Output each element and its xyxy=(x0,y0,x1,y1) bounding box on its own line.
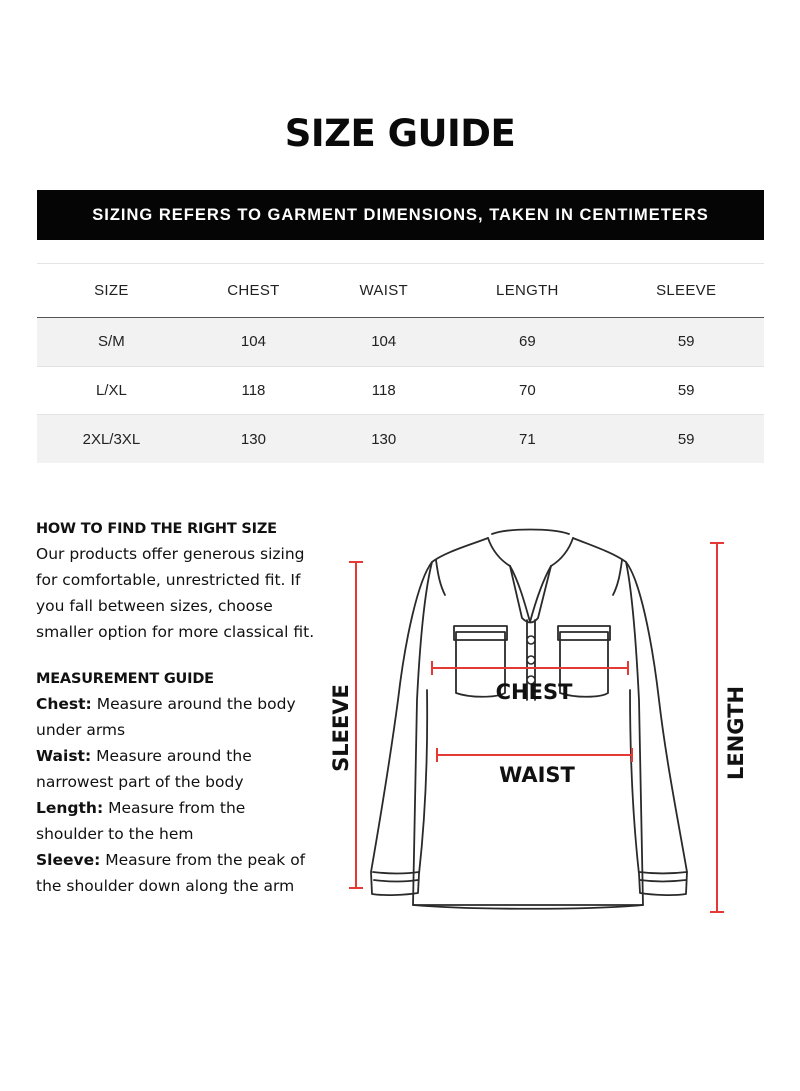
header-sleeve: SLEEVE xyxy=(656,282,717,299)
cell-waist: 118 xyxy=(371,381,396,399)
units-banner: SIZING REFERS TO GARMENT DIMENSIONS, TAKEN IN CENTIMETERS xyxy=(37,190,764,240)
info-column xyxy=(36,517,316,899)
header-length: LENGTH xyxy=(496,282,559,299)
cell-length: 69 xyxy=(519,333,536,351)
header-chest: CHEST xyxy=(227,282,280,299)
cell-size: 2XL/3XL xyxy=(82,430,141,448)
table-row xyxy=(37,318,764,367)
cell-waist: 130 xyxy=(371,430,397,448)
cell-length: 70 xyxy=(519,381,536,399)
size-table xyxy=(37,263,764,463)
cell-chest: 118 xyxy=(241,381,266,399)
guide-item-sleeve xyxy=(36,847,316,899)
cell-size: S/M xyxy=(98,333,125,351)
shirt-button xyxy=(527,636,535,644)
guide-term: Waist: xyxy=(36,747,92,765)
guide-term: Length: xyxy=(36,799,104,817)
waist-label: WAIST xyxy=(499,763,575,787)
table-row xyxy=(37,366,764,415)
cell-size: L/XL xyxy=(95,381,127,399)
guide-item-chest xyxy=(36,691,316,743)
guide-term: Chest: xyxy=(36,695,92,713)
cell-sleeve: 59 xyxy=(677,430,695,448)
guide-desc: Measure from the peak of the shoulder down along the arm xyxy=(36,851,306,895)
fit-text: Our products offer generous sizing for comfortable, unrestricted fit. If you fall between sizes, choose smaller option for more classical fit. xyxy=(36,545,315,641)
table-header-row xyxy=(37,264,764,318)
length-label: LENGTH xyxy=(724,685,748,781)
sleeve-label: SLEEVE xyxy=(329,684,353,772)
guide-item-length xyxy=(36,795,316,847)
cell-waist: 104 xyxy=(371,333,397,351)
cell-length: 71 xyxy=(519,430,536,448)
cell-chest: 130 xyxy=(240,430,266,448)
shirt-illustration xyxy=(371,530,687,909)
table-row xyxy=(37,415,764,464)
cell-sleeve: 59 xyxy=(677,333,695,351)
guide-desc: Measure around the narrowest part of the body xyxy=(36,747,252,791)
page-title: SIZE GUIDE xyxy=(284,112,516,155)
fit-heading: HOW TO FIND THE RIGHT SIZE xyxy=(36,521,277,537)
shirt-diagram xyxy=(320,510,760,950)
guide-heading: MEASUREMENT GUIDE xyxy=(36,671,214,687)
header-size: SIZE xyxy=(94,282,129,299)
cell-chest: 104 xyxy=(240,333,266,351)
guide-term: Sleeve: xyxy=(36,851,101,869)
guide-desc: Measure from the shoulder to the hem xyxy=(36,799,246,843)
header-waist: WAIST xyxy=(359,282,408,299)
guide-item-waist xyxy=(36,743,316,795)
shirt-button xyxy=(527,656,535,664)
chest-label: CHEST xyxy=(495,680,573,704)
cell-sleeve: 59 xyxy=(677,381,695,399)
guide-desc: Measure around the body under arms xyxy=(36,695,296,739)
